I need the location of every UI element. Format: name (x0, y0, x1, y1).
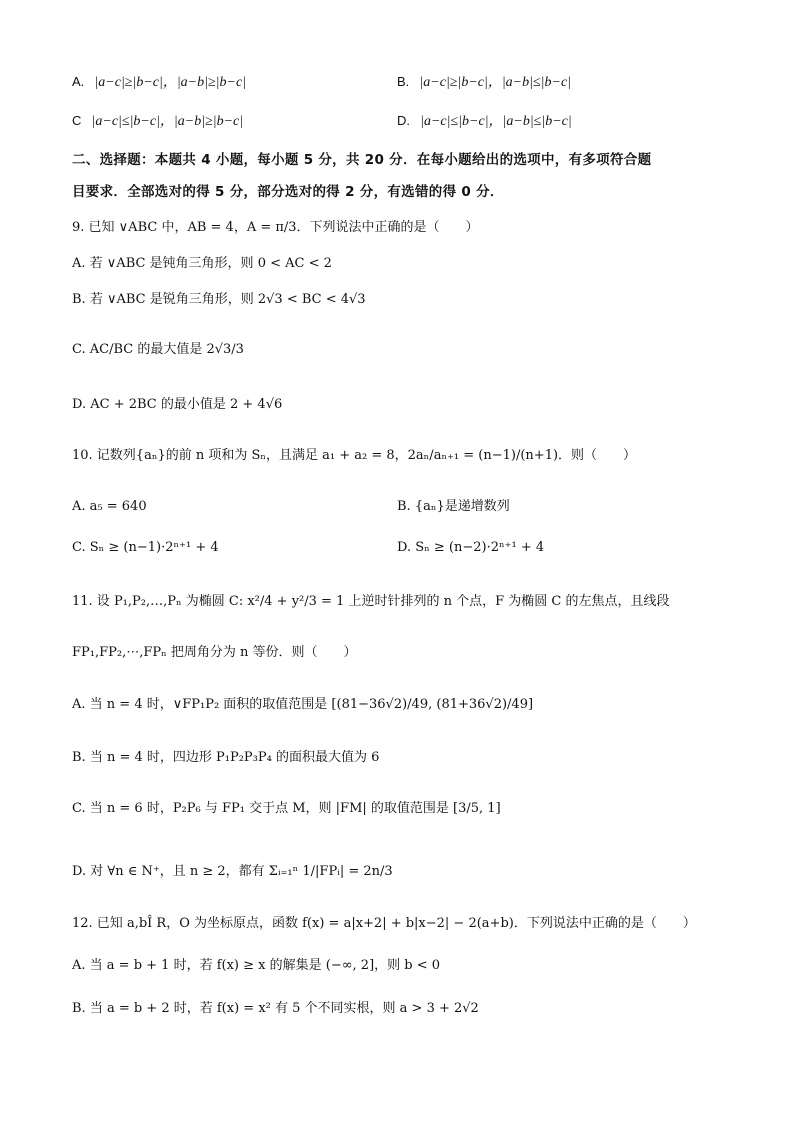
q11-option-D: D. 对 ∀n ∈ N⁺，且 n ≥ 2，都有 Σᵢ₌₁ⁿ 1/|FPᵢ| = 2n/3 (72, 864, 393, 879)
option-label: C (72, 113, 82, 128)
q11-option-C: C. 当 n = 6 时，P₂P₆ 与 FP₁ 交于点 M，则 |FM| 的取值范围是 [3/5, 1] (72, 801, 501, 816)
q12-option-B: B. 当 a = b + 2 时，若 f(x) = x² 有 5 个不同实根，则 a > 3 + 2√2 (72, 1001, 479, 1016)
q12-option-A: A. 当 a = b + 1 时，若 f(x) ≥ x 的解集是 (−∞, 2]，则 b < 0 (72, 958, 441, 973)
q10-option-B: B. {aₙ}是递增数列 (397, 499, 510, 514)
q11-option-A: A. 当 n = 4 时，∨FP₁P₂ 面积的取值范围是 [(81−36√2)/49, (81+36√2)/49] (72, 697, 534, 712)
option-prev-A (72, 72, 246, 93)
option-label: B. (397, 74, 410, 89)
option-text: |a−c|≥|b−c|，|a−b|≥|b−c| (94, 75, 247, 90)
option-label: D. (397, 113, 410, 128)
q9-option-D: D. AC + 2BC 的最小值是 2 + 4√6 (72, 397, 283, 412)
q10-stem: 10. 记数列{aₙ}的前 n 项和为 Sₙ，且满足 a₁ + a₂ = 8，2aₙ/aₙ₊₁ = (n−1)/(n+1)．则（ ） (72, 448, 637, 463)
option-prev-C (72, 111, 243, 132)
section-heading-line2: 目要求．全部选对的得 5 分，部分选对的得 2 分，有选错的得 0 分． (72, 184, 504, 200)
option-prev-B (397, 72, 571, 93)
option-label: A. (72, 74, 85, 89)
q11-stem-line1: 11. 设 P₁,P₂,…,Pₙ 为椭圆 C: x²/4 + y²/3 = 1 上逆时针排列的 n 个点，F 为椭圆 C 的左焦点，且线段 (72, 594, 670, 609)
option-prev-D (397, 111, 572, 132)
q10-option-A: A. a₅ = 640 (72, 499, 147, 514)
q11-option-B: B. 当 n = 4 时，四边形 P₁P₂P₃P₄ 的面积最大值为 6 (72, 750, 380, 765)
q12-stem: 12. 已知 a,bÎ R，O 为坐标原点，函数 f(x) = a|x+2| + b|x−2| − 2(a+b)．下列说法中正确的是（ ） (72, 916, 696, 931)
option-text: |a−c|≤|b−c|，|a−b|≥|b−c| (91, 114, 244, 129)
q9-option-A: A. 若 ∨ABC 是钝角三角形，则 0 < AC < 2 (72, 256, 332, 271)
q10-option-C: C. Sₙ ≥ (n−1)·2ⁿ⁺¹ + 4 (72, 540, 219, 555)
q9-stem: 9. 已知 ∨ABC 中，AB = 4，A = π/3．下列说法中正确的是（ ） (72, 220, 479, 235)
q11-stem-line2: FP₁,FP₂,⋯,FPₙ 把周角分为 n 等份．则（ ） (72, 645, 357, 660)
q9-option-B: B. 若 ∨ABC 是锐角三角形，则 2√3 < BC < 4√3 (72, 292, 366, 307)
option-text: |a−c|≥|b−c|，|a−b|≤|b−c| (419, 75, 572, 90)
option-text: |a−c|≤|b−c|，|a−b|≤|b−c| (420, 114, 572, 129)
q10-option-D: D. Sₙ ≥ (n−2)·2ⁿ⁺¹ + 4 (397, 540, 545, 555)
q9-option-C: C. AC/BC 的最大值是 2√3/3 (72, 342, 244, 357)
section-heading-line1: 二、选择题：本题共 4 小题，每小题 5 分，共 20 分．在每小题给出的选项中，有多项符合题 (72, 152, 652, 168)
